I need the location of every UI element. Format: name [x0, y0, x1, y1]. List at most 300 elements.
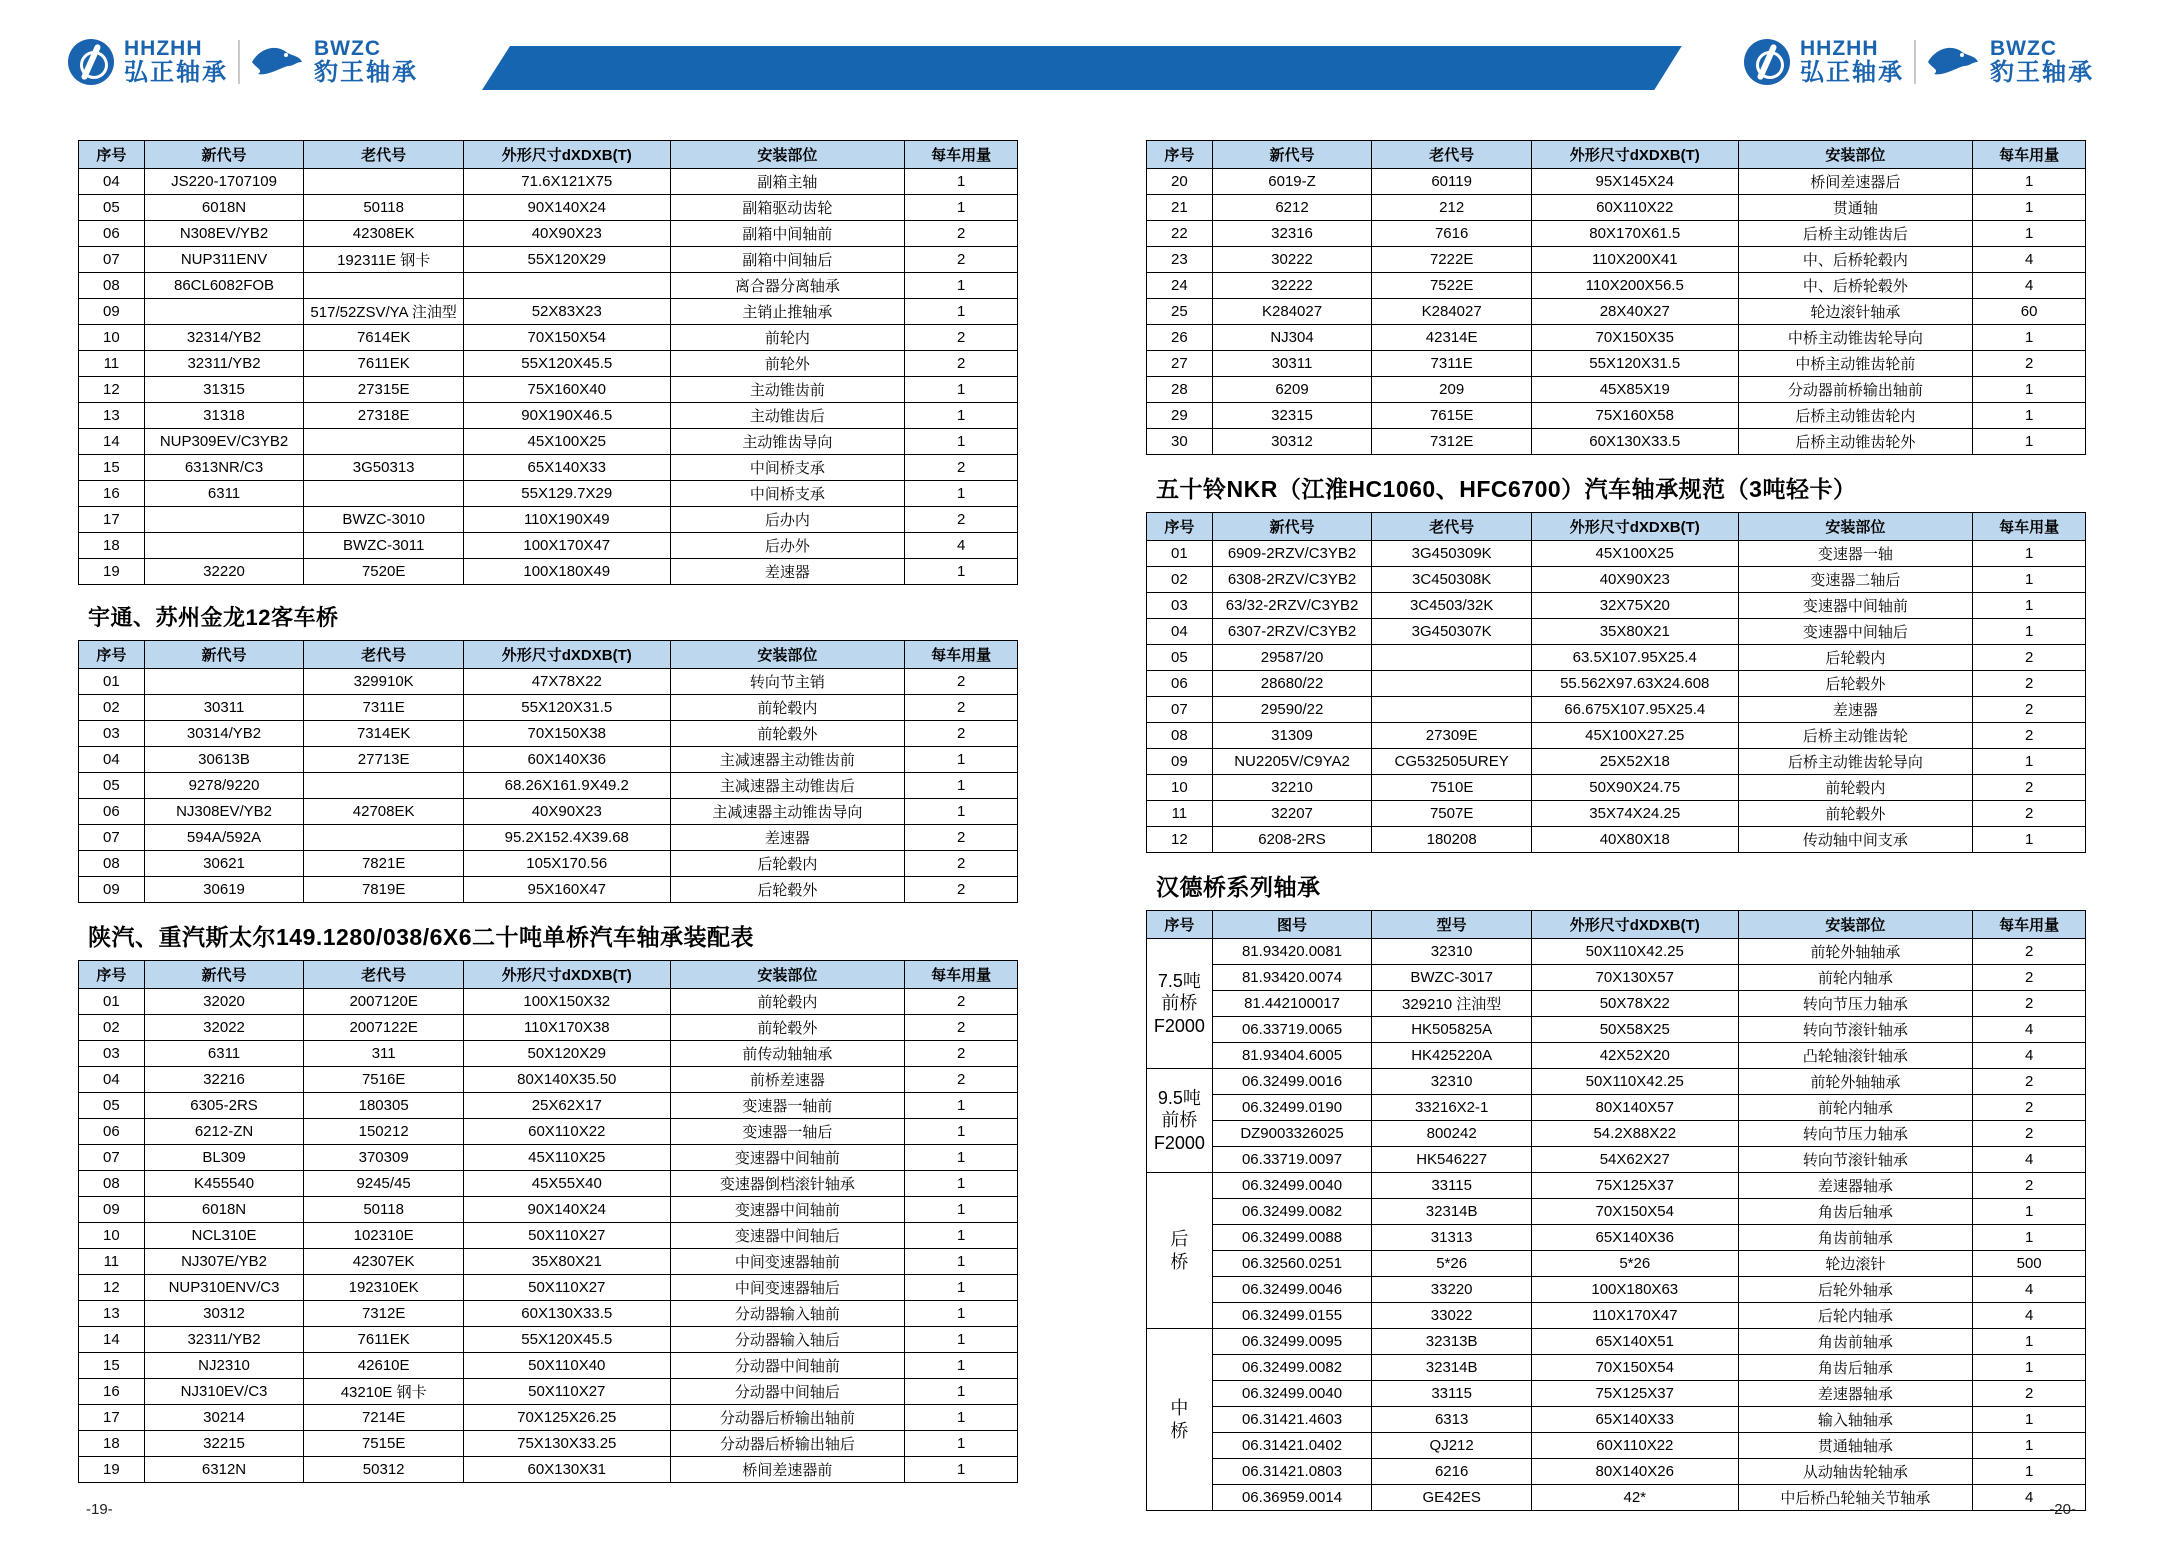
table-cell: 6313	[1372, 1407, 1532, 1433]
column-header: 新代号	[144, 961, 304, 989]
table-cell: 42*	[1531, 1485, 1738, 1511]
table-cell: 45X85X19	[1531, 377, 1738, 403]
table-cell: 中间变速器轴后	[670, 1275, 905, 1301]
table-cell: 02	[1147, 567, 1213, 593]
table-cell: 18	[79, 1431, 145, 1457]
table-cell: 06	[79, 1119, 145, 1145]
table-cell: 55X120X45.5	[463, 1327, 670, 1353]
table-cell: 2	[905, 221, 1018, 247]
table-row	[79, 1327, 1018, 1353]
table-cell: 7615E	[1372, 403, 1532, 429]
table-cell: 2	[1973, 965, 2086, 991]
table-cell: 中桥主动锥齿轮导向	[1738, 325, 1973, 351]
table-cell: 中间桥支承	[670, 481, 905, 507]
table-cell: 32020	[144, 989, 304, 1015]
table-cell: 2	[905, 851, 1018, 877]
table-cell: 68.26X161.9X49.2	[463, 773, 670, 799]
table-cell: 1	[905, 1197, 1018, 1223]
table-cell	[144, 533, 304, 559]
table-cell: 3C450308K	[1372, 567, 1532, 593]
table-cell: 40X80X18	[1531, 827, 1738, 853]
table-cell	[144, 507, 304, 533]
table-cell: 20	[1147, 169, 1213, 195]
table-row	[79, 669, 1018, 695]
table-cell: 中后桥凸轮轴关节轴承	[1738, 1485, 1973, 1511]
table-cell: 6312N	[144, 1457, 304, 1483]
table-cell: 06.32499.0040	[1212, 1173, 1372, 1199]
table-row	[1147, 801, 2086, 827]
table-cell: 7515E	[304, 1431, 464, 1457]
table-cell: 主动锥齿前	[670, 377, 905, 403]
table-cell: 2	[1973, 1069, 2086, 1095]
table-cell: 后桥主动锥齿轮内	[1738, 403, 1973, 429]
table-cell: 06.32499.0095	[1212, 1329, 1372, 1355]
table-cell: 09	[79, 877, 145, 903]
table-cell: 17	[79, 507, 145, 533]
table-cell: 80X140X26	[1531, 1459, 1738, 1485]
table-cell: 05	[79, 1093, 145, 1119]
table-cell: 75X125X37	[1531, 1381, 1738, 1407]
table-cell: 110X190X49	[463, 507, 670, 533]
table-cell: 6313NR/C3	[144, 455, 304, 481]
table-cell: 1	[1973, 429, 2086, 455]
table-cell: 55X120X31.5	[463, 695, 670, 721]
table-cell	[304, 429, 464, 455]
table-header-row	[1147, 513, 2086, 541]
table-cell: 差速器	[670, 825, 905, 851]
table-row	[79, 1301, 1018, 1327]
table-cell: 55.562X97.63X24.608	[1531, 671, 1738, 697]
table-cell: 后轮毂外	[1738, 671, 1973, 697]
table-cell: 19	[79, 1457, 145, 1483]
table-cell: 1	[1973, 567, 2086, 593]
table-row	[1147, 939, 2086, 965]
table-row	[79, 377, 1018, 403]
table-cell: 06.36959.0014	[1212, 1485, 1372, 1511]
table-cell: 转向节压力轴承	[1738, 991, 1973, 1017]
table-cell: 90X140X24	[463, 1197, 670, 1223]
table-cell: 中间桥支承	[670, 455, 905, 481]
table-cell: 75X125X37	[1531, 1173, 1738, 1199]
table-cell: 前轮毂内	[670, 989, 905, 1015]
bearing-table-5	[1146, 512, 2086, 853]
table-cell: 50312	[304, 1457, 464, 1483]
table-cell: 前轮内轴承	[1738, 1095, 1973, 1121]
banner-text-left: 100%车用轴承专家	[600, 11, 773, 32]
table-cell	[1372, 645, 1532, 671]
table-cell: 60119	[1372, 169, 1532, 195]
table-cell: 贯通轴	[1738, 195, 1973, 221]
table-cell: 27315E	[304, 377, 464, 403]
table-cell: 7214E	[304, 1405, 464, 1431]
table-cell: 10	[79, 1223, 145, 1249]
table-cell: 07	[1147, 697, 1213, 723]
bwzc-logo-text-2	[1990, 38, 2094, 85]
table-cell: 63/32-2RZV/C3YB2	[1212, 593, 1372, 619]
table-cell: 差速器轴承	[1738, 1381, 1973, 1407]
table-cell: 前轮毂内	[1738, 775, 1973, 801]
table-cell: 27713E	[304, 747, 464, 773]
table-cell: 42308EK	[304, 221, 464, 247]
table-cell: 60X130X33.5	[1531, 429, 1738, 455]
table-cell: 50X110X42.25	[1531, 939, 1738, 965]
table-cell: 1	[905, 273, 1018, 299]
hhzhh-brand-en: HHZHH	[124, 37, 203, 60]
table-cell: 100X180X63	[1531, 1277, 1738, 1303]
table-cell: 11	[1147, 801, 1213, 827]
table-cell: 27309E	[1372, 723, 1532, 749]
table-cell: 70X150X38	[463, 721, 670, 747]
table-cell: 32313B	[1372, 1329, 1532, 1355]
table-cell: 1	[1973, 221, 2086, 247]
table-cell: 02	[79, 695, 145, 721]
table-cell: 09	[79, 299, 145, 325]
table-cell: 后轮毂内	[1738, 645, 1973, 671]
table-cell: 后轮毂外	[670, 877, 905, 903]
table-row	[1147, 1199, 2086, 1225]
table-cell: 23	[1147, 247, 1213, 273]
column-header: 安装部位	[670, 961, 905, 989]
bearing-table-4	[1146, 140, 2086, 455]
table-row	[79, 481, 1018, 507]
table-row	[1147, 325, 2086, 351]
table-cell: 32315	[1212, 403, 1372, 429]
table-cell: 转向节滚针轴承	[1738, 1147, 1973, 1173]
table-cell: 前传动轴轴承	[670, 1041, 905, 1067]
brand-right	[1744, 38, 2094, 85]
table-cell: 1	[1973, 593, 2086, 619]
column-header: 外形尺寸dXDXB(T)	[463, 641, 670, 669]
table-row	[1147, 749, 2086, 775]
table-cell: 前轮外轴轴承	[1738, 939, 1973, 965]
hhzhh-brand-en-2: HHZHH	[1800, 37, 1879, 60]
table-cell: JS220-1707109	[144, 169, 304, 195]
table-row	[1147, 1303, 2086, 1329]
hhzhh-brand-cn-2: 弘正轴承	[1800, 59, 1904, 86]
table-cell: 27318E	[304, 403, 464, 429]
table-cell: 50X90X24.75	[1531, 775, 1738, 801]
table-cell: 7311E	[1372, 351, 1532, 377]
table-row	[79, 299, 1018, 325]
table-cell: K284027	[1212, 299, 1372, 325]
table-cell: QJ212	[1372, 1433, 1532, 1459]
section-title-shaanqi: 陕汽、重汽斯太尔149.1280/038/6X6二十吨单桥汽车轴承装配表	[88, 924, 755, 950]
table-cell: 50X110X27	[463, 1275, 670, 1301]
table-body-2	[79, 669, 1018, 903]
table-cell: 35X80X21	[1531, 619, 1738, 645]
table-cell: 70X150X54	[1531, 1355, 1738, 1381]
table-cell: 1	[905, 1275, 1018, 1301]
table-row	[79, 455, 1018, 481]
table-cell: 02	[79, 1015, 145, 1041]
table-cell: 1	[905, 377, 1018, 403]
table-row	[1147, 1251, 2086, 1277]
table-cell: 40X90X23	[463, 799, 670, 825]
table-cell: 2	[905, 1067, 1018, 1093]
table-row	[1147, 1381, 2086, 1407]
table-cell: 65X140X33	[463, 455, 670, 481]
column-header: 序号	[1147, 141, 1213, 169]
table-cell: 12	[79, 377, 145, 403]
table-cell: 30311	[144, 695, 304, 721]
table-cell: 110X170X38	[463, 1015, 670, 1041]
table-cell: 1	[1973, 619, 2086, 645]
table-cell: 前轮毂外	[670, 721, 905, 747]
table-cell: 6208-2RS	[1212, 827, 1372, 853]
table-row	[1147, 299, 2086, 325]
table-cell: 副箱驱动齿轮	[670, 195, 905, 221]
table-cell: 60X110X22	[1531, 195, 1738, 221]
table-cell: 55X129.7X29	[463, 481, 670, 507]
table-cell: 6311	[144, 481, 304, 507]
page-header	[0, 0, 2162, 108]
table-cell: 30613B	[144, 747, 304, 773]
table-cell: 贯通轴轴承	[1738, 1433, 1973, 1459]
table-cell: HK505825A	[1372, 1017, 1532, 1043]
table-cell: 31313	[1372, 1225, 1532, 1251]
table-cell: 30314/YB2	[144, 721, 304, 747]
table-cell: 2	[905, 351, 1018, 377]
table-cell: CG532505UREY	[1372, 749, 1532, 775]
table-cell: 2	[1973, 775, 2086, 801]
table-row	[1147, 1277, 2086, 1303]
table-cell: 6311	[144, 1041, 304, 1067]
table-cell: 2	[1973, 697, 2086, 723]
table-cell: NJ2310	[144, 1353, 304, 1379]
table-row	[1147, 567, 2086, 593]
table-cell: 变速器中间轴前	[670, 1197, 905, 1223]
table-cell: 32022	[144, 1015, 304, 1041]
table-cell: 2	[1973, 939, 2086, 965]
table-cell: 分动器后桥输出轴前	[670, 1405, 905, 1431]
table-cell: 15	[79, 1353, 145, 1379]
table-cell: K455540	[144, 1171, 304, 1197]
table-cell: 4	[1973, 1303, 2086, 1329]
table-cell: 22	[1147, 221, 1213, 247]
table-cell: 01	[79, 669, 145, 695]
table-cell: NU2205V/C9YA2	[1212, 749, 1372, 775]
table-cell: 前轮毂外	[670, 1015, 905, 1041]
table-cell: 80X140X57	[1531, 1095, 1738, 1121]
table-cell: 70X125X26.25	[463, 1405, 670, 1431]
table-cell: 1	[905, 1405, 1018, 1431]
table-cell: 6305-2RS	[144, 1093, 304, 1119]
table-cell: 26	[1147, 325, 1213, 351]
table-row	[1147, 377, 2086, 403]
column-header: 每车用量	[1973, 141, 2086, 169]
table-cell: 29590/22	[1212, 697, 1372, 723]
brand-divider	[238, 40, 240, 84]
table-cell: 81.93404.6005	[1212, 1043, 1372, 1069]
table-cell: 209	[1372, 377, 1532, 403]
table-cell: 7222E	[1372, 247, 1532, 273]
table-row	[1147, 1121, 2086, 1147]
table-cell: 192311E 钢卡	[304, 247, 464, 273]
table-cell: 1	[905, 429, 1018, 455]
table-cell: 2	[905, 455, 1018, 481]
table-row	[79, 1119, 1018, 1145]
table-cell: 凸轮轴滚针轴承	[1738, 1043, 1973, 1069]
table-row	[1147, 671, 2086, 697]
column-header: 每车用量	[1973, 911, 2086, 939]
table-cell: 9278/9220	[144, 773, 304, 799]
table-cell: 12	[1147, 827, 1213, 853]
column-header: 外形尺寸dXDXB(T)	[463, 961, 670, 989]
table-cell: 角齿前轴承	[1738, 1225, 1973, 1251]
table-cell: 后轮内轴承	[1738, 1303, 1973, 1329]
table-cell: 07	[79, 1145, 145, 1171]
table-row	[79, 1067, 1018, 1093]
table-cell: 05	[79, 195, 145, 221]
table-cell: 06.32499.0082	[1212, 1355, 1372, 1381]
table-row	[1147, 247, 2086, 273]
table-cell: 06.31421.0402	[1212, 1433, 1372, 1459]
table-cell: 42708EK	[304, 799, 464, 825]
table-cell: 33115	[1372, 1173, 1532, 1199]
table-cell: 分动器中间轴后	[670, 1379, 905, 1405]
table-header-row	[79, 961, 1018, 989]
table-row	[79, 695, 1018, 721]
table-cell: NUP310ENV/C3	[144, 1275, 304, 1301]
table-cell: 25X62X17	[463, 1093, 670, 1119]
table-cell: 3G50313	[304, 455, 464, 481]
group-label-cell: 7.5吨 前桥 F2000	[1147, 939, 1213, 1069]
table-row	[1147, 619, 2086, 645]
table-cell: 06.32499.0040	[1212, 1381, 1372, 1407]
column-header: 外形尺寸dXDXB(T)	[1531, 911, 1738, 939]
table-cell: 变速器中间轴前	[1738, 593, 1973, 619]
table-cell: 后桥主动锥齿轮	[1738, 723, 1973, 749]
table-cell: 中、后桥轮毂内	[1738, 247, 1973, 273]
table-row	[79, 403, 1018, 429]
table-cell: 06.32499.0088	[1212, 1225, 1372, 1251]
table-cell	[144, 669, 304, 695]
table-cell: 30	[1147, 429, 1213, 455]
table-cell: 后桥主动锥齿轮外	[1738, 429, 1973, 455]
table-cell: 5*26	[1531, 1251, 1738, 1277]
table-cell: 1	[1973, 1329, 2086, 1355]
table-row	[79, 1015, 1018, 1041]
table-row	[1147, 1043, 2086, 1069]
table-cell: 7314EK	[304, 721, 464, 747]
table-row	[1147, 1329, 2086, 1355]
table-cell: 800242	[1372, 1121, 1532, 1147]
table-row	[79, 1275, 1018, 1301]
table-cell: 43210E 钢卡	[304, 1379, 464, 1405]
table-row	[79, 273, 1018, 299]
table-cell: 后轮毂内	[670, 851, 905, 877]
table-cell: 差速器轴承	[1738, 1173, 1973, 1199]
table-cell: 100X180X49	[463, 559, 670, 585]
brand-divider-2	[1914, 40, 1916, 84]
bearing-table-1	[78, 140, 1018, 585]
table-cell: 1	[905, 747, 1018, 773]
table-cell: 75X160X40	[463, 377, 670, 403]
table-cell: 71.6X121X75	[463, 169, 670, 195]
table-cell: 14	[79, 1327, 145, 1353]
table-cell: 7614EK	[304, 325, 464, 351]
table-cell: 33220	[1372, 1277, 1532, 1303]
table-row	[79, 247, 1018, 273]
table-cell: 1	[905, 1249, 1018, 1275]
table-cell: 370309	[304, 1145, 464, 1171]
table-cell: 90X190X46.5	[463, 403, 670, 429]
table-row	[79, 169, 1018, 195]
table-cell: 6019-Z	[1212, 169, 1372, 195]
table-row	[79, 1405, 1018, 1431]
table-cell: 65X140X51	[1531, 1329, 1738, 1355]
table-cell: 4	[1973, 247, 2086, 273]
table-cell: 55X120X45.5	[463, 351, 670, 377]
table-cell: 4	[905, 533, 1018, 559]
table-cell: 40X90X23	[463, 221, 670, 247]
column-header: 外形尺寸dXDXB(T)	[1531, 513, 1738, 541]
column-header: 序号	[1147, 513, 1213, 541]
table-cell: 80X140X35.50	[463, 1067, 670, 1093]
table-cell: 110X200X56.5	[1531, 273, 1738, 299]
table-row	[79, 799, 1018, 825]
table-cell: 差速器	[1738, 697, 1973, 723]
table-row	[79, 1379, 1018, 1405]
column-header: 新代号	[144, 641, 304, 669]
table-row	[1147, 541, 2086, 567]
column-header: 老代号	[1372, 141, 1532, 169]
table-cell: BWZC-3011	[304, 533, 464, 559]
table-cell: 28X40X27	[1531, 299, 1738, 325]
table-cell: 1	[1973, 195, 2086, 221]
table-row	[1147, 1225, 2086, 1251]
table-cell: 52X83X23	[463, 299, 670, 325]
table-cell: 分动器中间轴前	[670, 1353, 905, 1379]
table-row	[79, 1431, 1018, 1457]
table-cell: 17	[79, 1405, 145, 1431]
table-cell: 变速器中间轴后	[670, 1223, 905, 1249]
table-cell: 32216	[144, 1067, 304, 1093]
table-cell: 04	[79, 1067, 145, 1093]
table-cell: NCL310E	[144, 1223, 304, 1249]
table-cell: 08	[79, 273, 145, 299]
hhzhh-logo-text	[124, 38, 228, 85]
table-row	[1147, 1355, 2086, 1381]
table-row	[79, 533, 1018, 559]
table-cell: NJ304	[1212, 325, 1372, 351]
table-cell: 06.32499.0046	[1212, 1277, 1372, 1303]
table-cell: 1	[905, 1093, 1018, 1119]
table-row	[1147, 697, 2086, 723]
bwzc-brand-cn: 豹王轴承	[314, 59, 418, 86]
table-cell: 7616	[1372, 221, 1532, 247]
table-cell: 90X140X24	[463, 195, 670, 221]
table-cell: 30214	[144, 1405, 304, 1431]
bwzc-logo-text	[314, 38, 418, 85]
table-row	[1147, 1433, 2086, 1459]
table-cell: 45X110X25	[463, 1145, 670, 1171]
table-cell: 32316	[1212, 221, 1372, 247]
table-cell: 24	[1147, 273, 1213, 299]
right-column	[1146, 140, 2086, 1511]
table-cell: 轮边滚针轴承	[1738, 299, 1973, 325]
table-cell: 07	[79, 247, 145, 273]
table-cell: 19	[79, 559, 145, 585]
table-cell: 前轮内轴承	[1738, 965, 1973, 991]
table-cell: 14	[79, 429, 145, 455]
table-cell	[304, 773, 464, 799]
table-body-6	[1147, 939, 2086, 1511]
table-cell: 60X130X33.5	[463, 1301, 670, 1327]
table-cell: 4	[1973, 1043, 2086, 1069]
table-cell: 60X140X36	[463, 747, 670, 773]
table-header-row	[79, 141, 1018, 169]
